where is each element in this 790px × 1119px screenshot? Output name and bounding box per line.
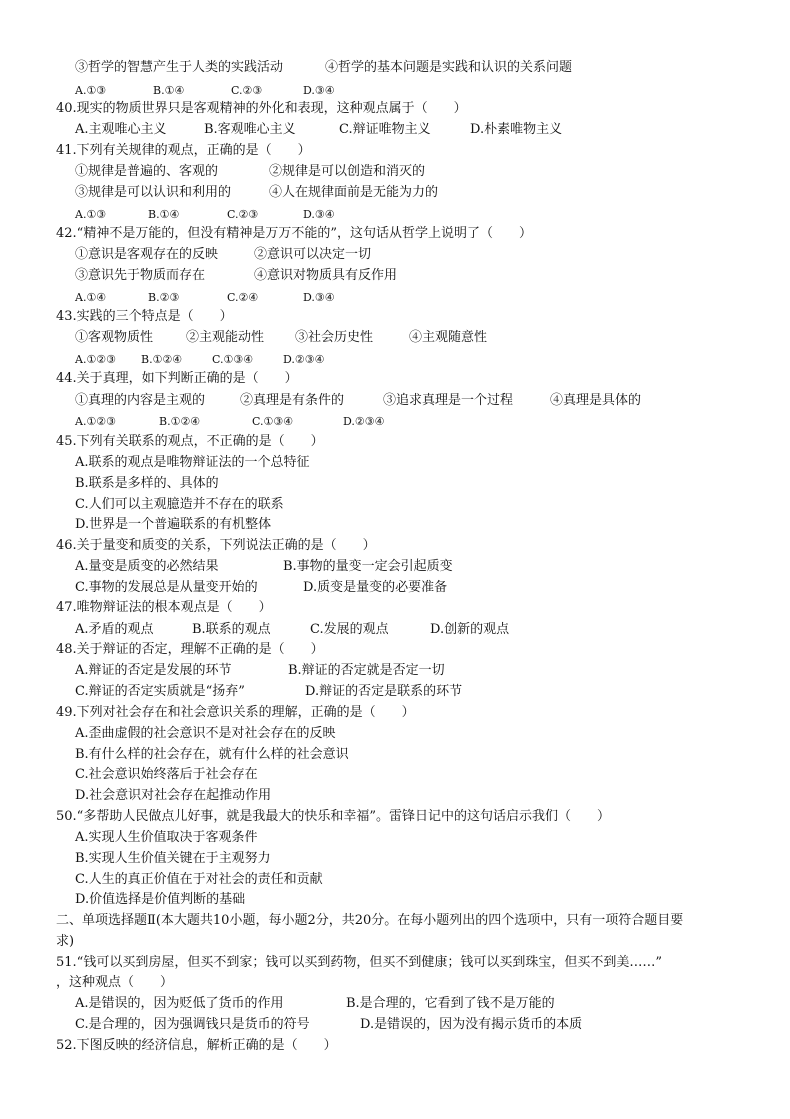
statement-item: ①客观物质性 — [75, 330, 154, 345]
option-b: B.联系的观点 — [192, 622, 271, 637]
statement-item: ②真理是有条件的 — [240, 393, 345, 408]
option-c: C.是合理的，因为强调钱只是货币的符号 — [75, 1017, 310, 1032]
option-c: C.②③ — [231, 84, 263, 97]
option-b: B.是合理的，它看到了钱不是万能的 — [346, 996, 555, 1011]
option-a: A.矛盾的观点 — [75, 622, 154, 637]
question-stem: 51.“钱可以买到房屋，但买不到家；钱可以买到药物，但买不到健康；钱可以买到珠宝，但买不到美……” — [56, 955, 662, 970]
option-d: D.社会意识对社会存在起推动作用 — [75, 788, 272, 803]
statement-item: ③规律是可以认识和利用的 — [75, 185, 232, 200]
question-stem: 42.“精神不是万能的，但没有精神是万万不能的”，这句话从哲学上说明了（ ） — [56, 226, 532, 241]
question-stem: 50.“多帮助人民做点儿好事，就是我最大的快乐和幸福”。雷锋日记中的这句话启示我们（ ） — [56, 809, 610, 824]
option-c: C.社会意识始终落后于社会存在 — [75, 767, 258, 782]
statement-item: ①真理的内容是主观的 — [75, 393, 206, 408]
option-b: B.联系是多样的、具体的 — [75, 476, 219, 491]
option-d: D.②③④ — [283, 353, 325, 366]
option-d: D.质变是量变的必要准备 — [303, 580, 448, 595]
question-stem: 40.现实的物质世界只是客观精神的外化和表现，这种观点属于（ ） — [56, 101, 467, 116]
option-d: D.辩证的否定是联系的环节 — [305, 684, 463, 699]
option-a: A.主观唯心主义 — [75, 122, 167, 137]
option-a: A.①②③ — [75, 353, 117, 366]
statement-item: ①规律是普遍的、客观的 — [75, 164, 219, 179]
question-stem: 52.下图反映的经济信息，解析正确的是（ ） — [56, 1038, 337, 1053]
option-d: D.创新的观点 — [430, 622, 510, 637]
question-stem: 47.唯物辩证法的根本观点是（ ） — [56, 600, 272, 615]
option-d: D.价值选择是价值判断的基础 — [75, 892, 246, 907]
option-d: D.③④ — [303, 208, 335, 221]
option-b: B.客观唯心主义 — [204, 122, 296, 137]
statement-item: ④真理是具体的 — [550, 393, 642, 408]
option-a: A.是错误的，因为贬低了货币的作用 — [75, 996, 284, 1011]
statement-item: ④意识对物质具有反作用 — [254, 268, 398, 283]
option-b: B.①②④ — [159, 415, 201, 428]
option-b: B.①②④ — [141, 353, 183, 366]
statement-item: ④人在规律面前是无能为力的 — [269, 185, 439, 200]
option-b: B.①④ — [153, 84, 185, 97]
question-stem: 45.下列有关联系的观点，不正确的是（ ） — [56, 434, 324, 449]
question-stem: 41.下列有关规律的观点，正确的是（ ） — [56, 143, 311, 158]
question-stem: 48.关于辩证的否定，理解不正确的是（ ） — [56, 642, 324, 657]
option-c: C.人们可以主观臆造并不存在的联系 — [75, 497, 284, 512]
option-a: A.实现人生价值取决于客观条件 — [75, 830, 258, 845]
option-a: A.量变是质变的必然结果 — [75, 559, 219, 574]
option-a: A.①③ — [75, 84, 107, 97]
option-a: A.①③ — [75, 208, 107, 221]
option-c: C.②③ — [227, 208, 259, 221]
statement-item: ①意识是客观存在的反映 — [75, 247, 219, 262]
option-b: B.事物的量变一定会引起质变 — [283, 559, 453, 574]
statement-item: ②规律是可以创造和消灭的 — [269, 164, 426, 179]
statement-item: ③社会历史性 — [295, 330, 374, 345]
statement-item: ②意识可以决定一切 — [254, 247, 372, 262]
option-d: D.②③④ — [343, 415, 385, 428]
section-heading-line-1: 二、单项选择题Ⅱ(本大题共10小题，每小题2分，共20分。在每小题列出的四个选项中，只有一项符合题目要 — [56, 913, 684, 928]
option-a: A.联系的观点是唯物辩证法的一个总特征 — [75, 455, 310, 470]
statement-item: ③追求真理是一个过程 — [383, 393, 514, 408]
option-d: D.世界是一个普遍联系的有机整体 — [75, 517, 272, 532]
question-stem: 44.关于真理，如下判断正确的是（ ） — [56, 371, 298, 386]
option-c: C.①③④ — [252, 415, 294, 428]
option-a: A.歪曲虚假的社会意识不是对社会存在的反映 — [75, 726, 336, 741]
statement-item: ②主观能动性 — [186, 330, 265, 345]
statement-item: ④哲学的基本问题是实践和认识的关系问题 — [325, 60, 573, 75]
question-stem-cont: ，这种观点（ ） — [56, 975, 174, 990]
statement-item: ④主观随意性 — [409, 330, 488, 345]
option-c: C.辩证的否定实质就是“扬弃” — [75, 684, 245, 699]
option-d: D.③④ — [303, 84, 335, 97]
option-c: C.辩证唯物主义 — [339, 122, 431, 137]
question-stem: 46.关于量变和质变的关系，下列说法正确的是（ ） — [56, 538, 376, 553]
option-b: B.①④ — [148, 208, 180, 221]
section-heading-line-2: 求) — [56, 934, 75, 949]
option-b: B.有什么样的社会存在，就有什么样的社会意识 — [75, 747, 349, 762]
option-d: D.③④ — [303, 291, 335, 304]
statement-item: ③意识先于物质而存在 — [75, 268, 206, 283]
option-b: B.实现人生价值关键在于主观努力 — [75, 851, 271, 866]
option-c: C.人生的真正价值在于对社会的责任和贡献 — [75, 872, 323, 887]
statement-item: ③哲学的智慧产生于人类的实践活动 — [75, 60, 284, 75]
question-stem: 49.下列对社会存在和社会意识关系的理解，正确的是（ ） — [56, 705, 415, 720]
question-stem: 43.实践的三个特点是（ ） — [56, 309, 233, 324]
option-b: B.②③ — [148, 291, 180, 304]
option-c: C.①③④ — [212, 353, 254, 366]
option-b: B.辩证的否定就是否定一切 — [288, 663, 445, 678]
option-a: A.①②③ — [75, 415, 117, 428]
option-c: C.②④ — [227, 291, 259, 304]
option-d: D.是错误的，因为没有揭示货币的本质 — [360, 1017, 583, 1032]
option-c: C.发展的观点 — [310, 622, 389, 637]
option-a: A.①④ — [75, 291, 107, 304]
option-a: A.辩证的否定是发展的环节 — [75, 663, 232, 678]
option-c: C.事物的发展总是从量变开始的 — [75, 580, 258, 595]
option-d: D.朴素唯物主义 — [470, 122, 563, 137]
